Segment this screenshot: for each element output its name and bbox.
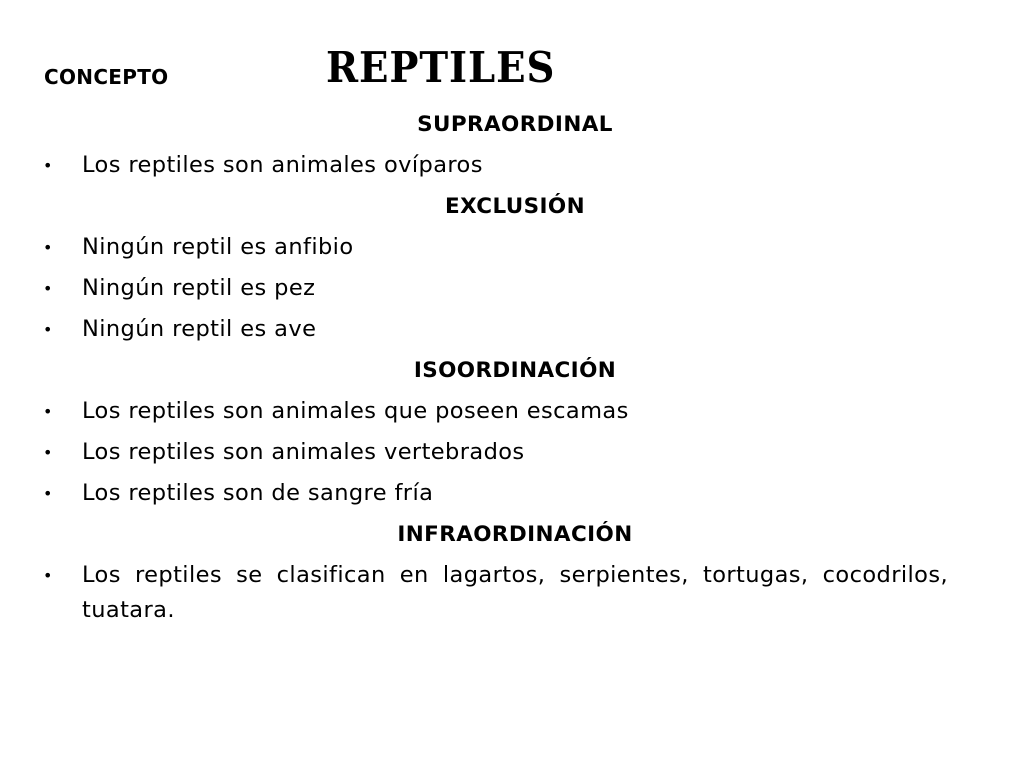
list-item-text: Los reptiles son animales vertebrados — [82, 439, 525, 465]
list-item — [40, 391, 948, 432]
list-item — [40, 473, 948, 514]
list-item-text: Ningún reptil es ave — [82, 316, 317, 342]
list-item-text: Los reptiles son animales que poseen escamas — [82, 398, 629, 424]
section-heading: EXCLUSIÓN — [444, 194, 586, 219]
bullet-icon: • — [43, 279, 53, 298]
list-item — [40, 555, 948, 628]
bullet-icon: • — [43, 443, 53, 462]
list-item — [40, 309, 948, 350]
section-heading: ISOORDINACIÓN — [413, 358, 617, 383]
list-item — [40, 432, 948, 473]
bullet-icon: • — [43, 238, 53, 257]
bullet-icon: • — [43, 484, 53, 503]
section-supraordinal — [40, 104, 948, 186]
list-item-text: Los reptiles son de sangre fría — [82, 480, 434, 506]
list-item-text: Los reptiles son animales ovíparos — [82, 152, 483, 178]
list-item — [40, 268, 948, 309]
slide-content — [40, 104, 948, 628]
section-isoordinacion — [40, 350, 948, 514]
bullet-icon: • — [43, 402, 53, 421]
section-heading: SUPRAORDINAL — [417, 112, 613, 137]
section-heading: INFRAORDINACIÓN — [397, 522, 633, 547]
bullet-icon: • — [43, 320, 53, 339]
list-item-text: Los reptiles se clasifican en lagartos, serpientes, tortugas, cocodrilos, tuatara. — [82, 562, 948, 623]
list-item — [40, 227, 948, 268]
list-item-text: Ningún reptil es pez — [82, 275, 316, 301]
list-item — [40, 145, 948, 186]
section-infraordinacion — [40, 514, 948, 628]
concept-label: CONCEPTO — [44, 65, 169, 89]
section-exclusion — [40, 186, 948, 350]
slide-title: REPTILES — [326, 43, 556, 92]
list-item-text: Ningún reptil es anfibio — [82, 234, 354, 260]
bullet-icon: • — [43, 156, 53, 175]
bullet-icon: • — [43, 566, 53, 585]
